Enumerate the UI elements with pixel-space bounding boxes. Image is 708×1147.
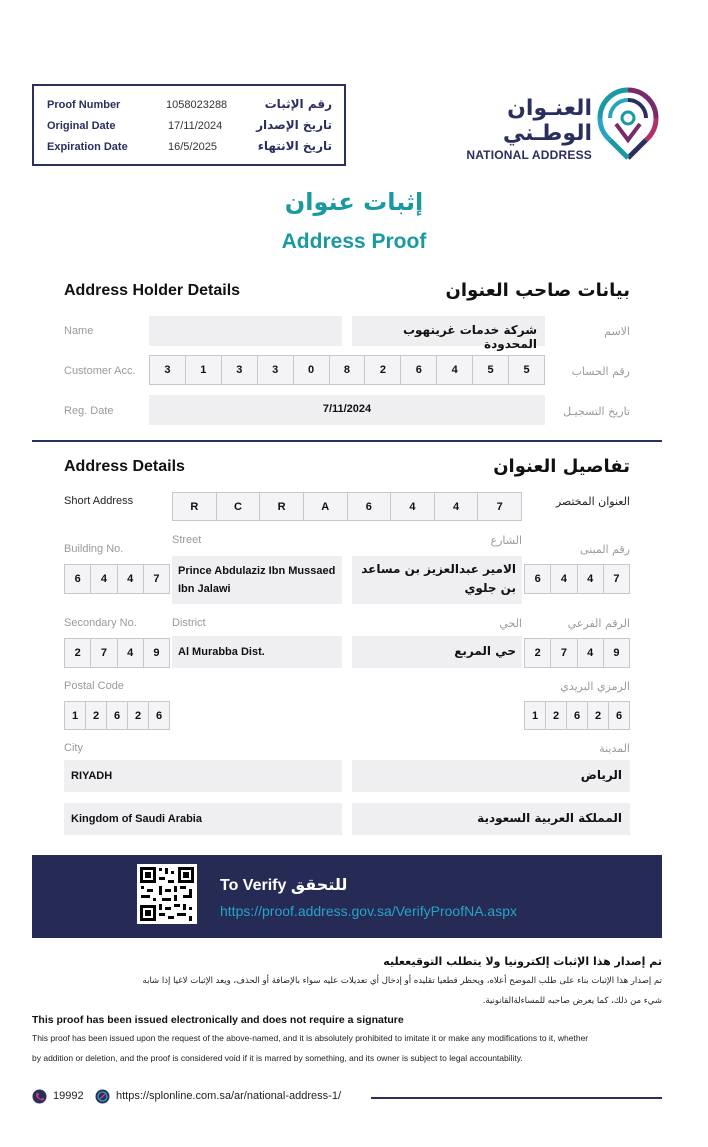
- postal-digit: 6: [615, 709, 623, 722]
- building-label-ar: رقم المبنى: [580, 543, 630, 556]
- building-digit: 7: [613, 573, 620, 585]
- logo-name-ar: العنـوان الوطـني: [502, 96, 592, 146]
- holder-heading-en: Address Holder Details: [64, 282, 241, 299]
- logo-name-en: NATIONAL ADDRESS: [466, 148, 592, 162]
- secondary-digit: 2: [65, 639, 91, 667]
- building-digit: 4: [578, 565, 604, 593]
- note-heading-ar: تم إصدار هذا الإثبات إلكترونيا ولا يتطلب التوقيععليه: [383, 955, 662, 968]
- postal-label: Postal Code: [64, 680, 124, 692]
- city-value-en: RIYADH: [71, 770, 113, 782]
- note-line2-en: by addition or deletion, and the proof is considered void if it is marred by something, and its owner is subject to legal accountability.: [32, 1053, 523, 1063]
- phone-icon: [32, 1089, 47, 1104]
- note-line2-ar: شيء من ذلك، كما يعرض صاحبه للمساءلةالقانونية.: [482, 996, 662, 1006]
- original-date-value: 17/11/2024: [168, 120, 223, 132]
- short-address-char: 4: [391, 493, 435, 520]
- national-address-pin-logo-icon: [592, 82, 664, 162]
- account-label-ar: رقم الحساب: [571, 365, 630, 378]
- building-label: Building No.: [64, 543, 124, 555]
- city-label: City: [64, 742, 83, 754]
- verify-link[interactable]: https://proof.address.gov.sa/VerifyProofNA.aspx: [220, 903, 518, 919]
- secondary-digit: 4: [118, 639, 144, 667]
- building-digit: 4: [551, 565, 577, 593]
- address-heading-ar: تفاصيل العنوان: [493, 456, 630, 477]
- account-digit: 3: [258, 356, 294, 384]
- account-digit: 3: [150, 356, 186, 384]
- account-digit: 4: [437, 356, 473, 384]
- verify-title: To Verify للتحقق: [220, 877, 348, 894]
- postal-label-ar: الرمزي البريدي: [560, 680, 630, 693]
- secondary-digit: 7: [551, 639, 577, 667]
- street-value-en: Prince Abdulaziz Ibn Mussaed Ibn Jalawi: [178, 565, 336, 595]
- short-address-char: R: [173, 493, 217, 520]
- city-label-ar: المدينة: [599, 742, 630, 755]
- short-address-char: 6: [348, 493, 392, 520]
- postal-digit: 2: [128, 702, 149, 729]
- account-digits: [149, 355, 545, 385]
- building-digits-ar: [524, 564, 630, 594]
- building-digit: 4: [118, 565, 144, 593]
- footer-url[interactable]: https://splonline.com.sa/ar/national-address-1/: [116, 1090, 342, 1102]
- short-address-label: Short Address: [64, 495, 134, 507]
- logo-text: [444, 96, 592, 162]
- account-digit: 6: [401, 356, 437, 384]
- postal-digits-en: [64, 701, 170, 730]
- expiration-date-label: Expiration Date: [47, 141, 128, 153]
- holder-heading-ar: بيانات صاحب العنوان: [445, 280, 630, 301]
- short-address-chars: [172, 492, 522, 521]
- title-en: Address Proof: [281, 230, 427, 253]
- account-digit: 0: [294, 356, 330, 384]
- country-field-ar: [352, 803, 630, 835]
- city-value-ar: الرياض: [580, 768, 622, 782]
- building-digit: 6: [65, 565, 91, 593]
- reg-date-label: Reg. Date: [64, 405, 114, 417]
- footer-phone[interactable]: 19992: [53, 1090, 84, 1102]
- district-field-ar: [352, 636, 522, 668]
- postal-digit: 2: [546, 702, 567, 729]
- note-line1-ar: تم إصدار هذا الإثبات بناء على طلب الموضح أعلاه، ويحظر قطعيا تقليده أو إدخال أي تعديلات عليه سواء بالإضافة أو الحذف، ويعد الإثبات لاغيا إذا شابه: [142, 976, 662, 986]
- account-label: Customer Acc.: [64, 365, 136, 377]
- qr-code-icon[interactable]: [137, 864, 197, 924]
- building-digits-en: [64, 564, 170, 594]
- postal-digit: 2: [588, 702, 609, 729]
- short-address-char: C: [217, 493, 261, 520]
- secondary-digits-en: [64, 638, 170, 668]
- account-digit: 5: [523, 364, 530, 376]
- account-digit: 5: [473, 356, 509, 384]
- street-field-ar: [352, 556, 522, 604]
- proof-number-label-ar: رقم الإثبات: [264, 97, 332, 111]
- short-address-char: A: [304, 493, 348, 520]
- postal-digits-ar: [524, 701, 630, 730]
- street-field-en: [172, 556, 342, 604]
- secondary-digit: 2: [525, 639, 551, 667]
- reg-date-field: [149, 395, 545, 425]
- secondary-digit: 9: [153, 647, 160, 659]
- original-date-label-ar: تاريخ الإصدار: [256, 118, 332, 132]
- secondary-digit: 4: [578, 639, 604, 667]
- district-label: District: [172, 617, 206, 629]
- street-label: Street: [172, 534, 202, 546]
- proof-number-label: Proof Number: [47, 99, 121, 111]
- secondary-label: Secondary No.: [64, 617, 137, 629]
- city-field-en: [64, 760, 342, 792]
- street-label-ar: الشارع: [490, 534, 522, 547]
- title-ar: إثبات عنوان: [284, 188, 424, 216]
- building-digit: 6: [525, 565, 551, 593]
- name-label: Name: [64, 325, 94, 337]
- postal-digit: 6: [567, 702, 588, 729]
- account-digit: 1: [186, 356, 222, 384]
- postal-digit: 1: [65, 702, 86, 729]
- account-digit: 3: [222, 356, 258, 384]
- proof-number-value: 1058023288: [166, 99, 228, 111]
- reg-date-value: 7/11/2024: [322, 403, 372, 415]
- postal-digit: 1: [525, 702, 546, 729]
- postal-digit: 6: [155, 709, 163, 722]
- country-value-ar: المملكة العربية السعودية: [477, 811, 622, 825]
- short-address-char: 4: [435, 493, 479, 520]
- country-field-en: [64, 803, 342, 835]
- postal-digit: 6: [107, 702, 128, 729]
- postal-digit: 2: [86, 702, 107, 729]
- account-digit: 2: [365, 356, 401, 384]
- district-field-en: [172, 636, 342, 668]
- short-address-label-ar: العنوان المختصر: [555, 495, 630, 508]
- section-divider: [32, 440, 662, 442]
- web-icon: [95, 1089, 110, 1104]
- name-field-ar: [352, 316, 545, 351]
- secondary-digits-ar: [524, 638, 630, 668]
- short-address-char: 7: [496, 500, 503, 513]
- expiration-date-value: 16/5/2025: [168, 141, 217, 153]
- district-value-en: Al Murabba Dist.: [178, 646, 265, 658]
- original-date-label: Original Date: [47, 120, 116, 132]
- verify-banner: [32, 855, 662, 938]
- proof-info-box: [32, 84, 346, 166]
- name-field-en: [149, 316, 342, 346]
- note-line1-en: This proof has been issued upon the request of the above-named, and it is absolutely prohibited to imitate it or make any modifications to it, whether: [32, 1033, 589, 1043]
- building-digit: 7: [153, 573, 160, 585]
- country-value-en: Kingdom of Saudi Arabia: [71, 813, 202, 825]
- footer-line: [371, 1097, 662, 1099]
- name-label-ar: الاسم: [604, 325, 630, 338]
- secondary-label-ar: الرقم الفرعي: [567, 617, 630, 630]
- secondary-digit: 7: [91, 639, 117, 667]
- name-value-ar: شركة خدمات غرينهوب المحدودة: [402, 323, 537, 351]
- reg-date-label-ar: تاريخ التسجيـل: [563, 405, 630, 418]
- account-digit: 8: [330, 356, 366, 384]
- address-heading-en: Address Details: [64, 458, 185, 475]
- street-value-ar: الامير عبدالعزيز بن مساعد بن جلوي: [361, 562, 516, 595]
- district-label-ar: الحي: [499, 617, 522, 630]
- city-field-ar: [352, 760, 630, 792]
- short-address-char: R: [260, 493, 304, 520]
- note-heading-en: This proof has been issued electronically and does not require a signature: [32, 1014, 404, 1026]
- district-value-ar: حي المربع: [454, 644, 516, 658]
- building-digit: 4: [91, 565, 117, 593]
- expiration-date-label-ar: تاريخ الانتهاء: [257, 139, 332, 153]
- secondary-digit: 9: [613, 647, 620, 659]
